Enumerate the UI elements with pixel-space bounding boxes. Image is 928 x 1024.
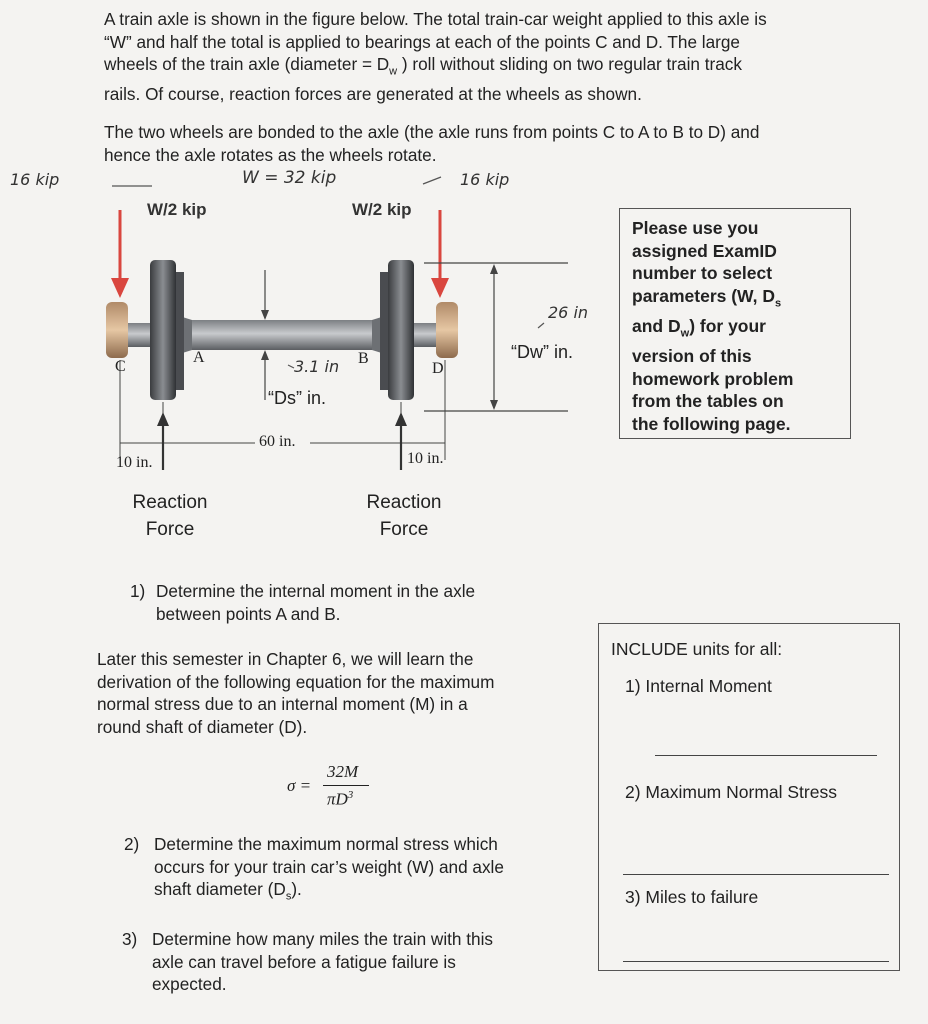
handwritten-ds-value: 3.1 in	[294, 357, 340, 376]
reaction-force-right: Reaction Force	[366, 492, 442, 540]
point-a-label: A	[193, 349, 205, 366]
axle-figure	[0, 160, 620, 490]
question-3: 3) Determine how many miles the train with this axle can travel before a fatigue failure is expected.	[122, 929, 494, 995]
equation-numerator: 32M	[327, 762, 359, 781]
intro-paragraph	[104, 8, 894, 106]
point-c-label: C	[115, 358, 126, 375]
bearing-c	[106, 302, 128, 358]
span-right-10-label: 10 in.	[407, 450, 444, 467]
handwritten-dw-value: 26 in	[548, 303, 589, 322]
ds-arrowhead-down	[261, 310, 269, 320]
ds-label: “Ds” in.	[268, 388, 326, 408]
handwritten-dw-tick	[538, 323, 544, 328]
equation-denominator: $\pi D^3$	[327, 789, 354, 809]
fraction-bar	[323, 785, 369, 786]
answer-line-3[interactable]	[623, 961, 889, 962]
dw-arrowhead-top	[490, 264, 498, 274]
handwritten-left-kip: 16 kip	[10, 170, 60, 189]
right-wheel	[388, 260, 414, 400]
ds-arrowhead-up	[261, 350, 269, 360]
left-stub-shaft	[126, 323, 150, 347]
load-arrowhead-right	[431, 278, 449, 298]
answer-units-box	[598, 623, 900, 971]
answer-line-1[interactable]	[655, 755, 877, 756]
units-box-item-3: 3) Miles to failure	[625, 887, 759, 907]
point-d-label: D	[432, 360, 444, 377]
reaction-arrowhead-left	[157, 412, 169, 426]
span-left-10-label: 10 in.	[116, 454, 153, 471]
load-label-left: W/2 kip	[147, 200, 207, 219]
intro-line-3: wheels of the train axle (diameter = $D_w$ ) roll without sliding on two regular train track	[104, 54, 742, 78]
reaction-force-left: Reaction Force	[132, 492, 208, 540]
later-paragraph: Later this semester in Chapter 6, we will learn the derivation of the following equation for the maximum normal stress due to an internal moment (M) in a round shaft of diameter (D).	[97, 649, 495, 737]
axle-shaft	[176, 320, 388, 350]
bond-line-1: The two wheels are bonded to the axle (the axle runs from points C to A to B to D) and	[104, 122, 760, 142]
dw-arrowhead-bottom	[490, 400, 498, 410]
examid-instruction-box: Please use you assigned ExamID number to select parameters (W, $D_s$ and $D_w$) for your version of this homework problem from the tables on the following page.	[619, 208, 851, 439]
right-wheel-hub	[380, 272, 388, 390]
handwritten-dash-right	[423, 177, 441, 184]
units-box-item-1: 1) Internal Moment	[625, 676, 772, 696]
bearing-d	[436, 302, 458, 358]
reaction-arrowhead-right	[395, 412, 407, 426]
point-b-label: B	[358, 350, 369, 367]
intro-line-1: A train axle is shown in the figure below. The total train-car weight applied to this axle is	[104, 9, 767, 29]
units-box-item-2: 2) Maximum Normal Stress	[625, 782, 837, 802]
left-wheel-hub	[176, 272, 184, 390]
question-2: 2) Determine the maximum normal stress which occurs for your train car’s weight (W) and axle shaft diameter $(D_s)$.	[124, 834, 504, 903]
right-stub-shaft	[414, 323, 438, 347]
intro-line-4: rails. Of course, reaction forces are generated at the wheels as shown.	[104, 84, 642, 105]
question-1: 1) Determine the internal moment in the axle between points A and B.	[130, 581, 476, 624]
units-box-title: INCLUDE units for all:	[611, 639, 783, 659]
answer-line-2[interactable]	[623, 874, 889, 875]
load-arrowhead-left	[111, 278, 129, 298]
intro-line-2: “W” and half the total is applied to bearings at each of the points C and D. The large	[104, 31, 740, 52]
dw-label: “Dw” in.	[511, 342, 573, 362]
left-wheel	[150, 260, 176, 400]
equation-lhs: σ =	[287, 776, 312, 795]
bond-line-2: hence the axle rotates as the wheels rotate.	[104, 144, 437, 165]
handwritten-right-kip: 16 kip	[460, 170, 510, 189]
handwritten-ds-tick	[288, 365, 294, 368]
span-60-label: 60 in.	[259, 433, 296, 450]
load-label-right: W/2 kip	[352, 200, 412, 219]
handwritten-w-value: W = 32 kip	[242, 168, 337, 188]
